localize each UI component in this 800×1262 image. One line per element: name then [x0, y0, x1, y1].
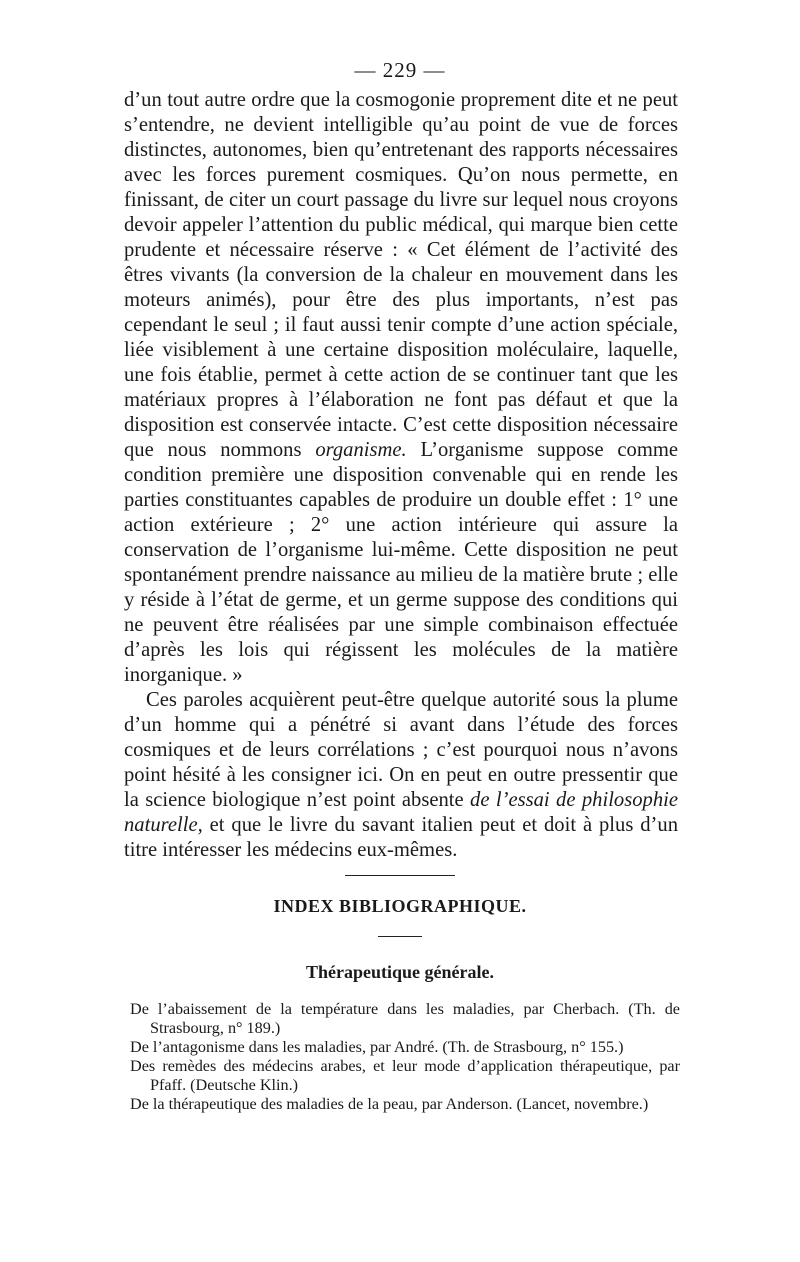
paragraph-1-text-end: L’organisme suppose comme condition première une disposition convenable qui en rende les parties constituantes capables de produire un double effet : 1° une action extérieure ; 2° une action intérieure qui assure la conservation de l’organisme lui-même. Cette disposition ne peut spontanément prendre naissance au milieu de la matière brute ; elle y réside à l’état de germe, et un germe suppose des conditions qui ne peuvent être réalisées par une simple combinaison effectuée d’après les lois qui régissent les molécules de la matière inorganique. » — [124, 439, 679, 686]
paragraph-1-italic-term: organisme. — [315, 439, 407, 461]
index-title: INDEX BIBLIOGRAPHIQUE. — [273, 896, 527, 916]
bibliography-list — [130, 1000, 680, 1114]
paragraph-2-italic-title: de l’essai de philosophie naturelle, — [124, 789, 678, 836]
bibliography-entry: De la thérapeutique des maladies de la peau, par Anderson. (Lancet, novembre.) — [130, 1095, 649, 1113]
page-number: — 229 — — [354, 58, 446, 82]
paragraph-1-text-start: d’un tout autre ordre que la cosmogonie proprement dite et ne peut s’entendre, ne devient intelligible qu’au point de vue de forces distinctes, autonomes, bien qu’entretenant des rapports nécessaires avec les forces purement cosmiques. Qu’on nous permette, en finissant, de citer un court passage du livre sur lequel nous croyons devoir appeler l’attention du public médical, qui marque bien cette prudente et nécessaire réserve : « Cet élément de l’activité des êtres vivants (la conversion de la chaleur en mouvement dans les moteurs animés), pour être des plus importants, n’est pas cependant le seul ; il faut aussi tenir compte d’une action spéciale, liée visiblement à une certaine disposition moléculaire, laquelle, une fois établie, permet à cette action de se continuer tant que les matériaux propres à l’élaboration ne font pas défaut et que la disposition est conservée intacte. C’est cette disposition nécessaire que nous nommons — [124, 89, 678, 461]
paragraph-2-text-end: et que le livre du savant italien peut et doit à plus d’un titre intéresser les médecins eux-mêmes. — [124, 814, 678, 861]
body-text — [124, 88, 678, 863]
paragraph-1 — [124, 88, 678, 688]
bibliography-entry: De l’antagonisme dans les maladies, par André. (Th. de Strasbourg, n° 155.) — [130, 1038, 624, 1056]
bibliography-entry: Des remèdes des médecins arabes, et leur mode d’application thérapeutique, par Pfaff. (Deutsche Klin.) — [130, 1057, 680, 1094]
paragraph-2-text-start: Ces paroles acquièrent peut-être quelque autorité sous la plume d’un homme qui a pénétré si avant dans l’étude des forces cosmiques et de leurs corrélations ; c’est pourquoi nous n’avons point hésité à les consigner ici. On en peut en outre pressentir que la science biologique n’est point absente — [124, 689, 678, 811]
divider-rule-short — [378, 936, 422, 937]
paragraph-2 — [124, 688, 678, 863]
divider-rule-top — [345, 875, 455, 876]
section-title: Thérapeutique générale. — [306, 962, 494, 982]
bibliography-entry: De l’abaissement de la température dans les maladies, par Cherbach. (Th. de Strasbourg, n° 189.) — [130, 1000, 680, 1037]
